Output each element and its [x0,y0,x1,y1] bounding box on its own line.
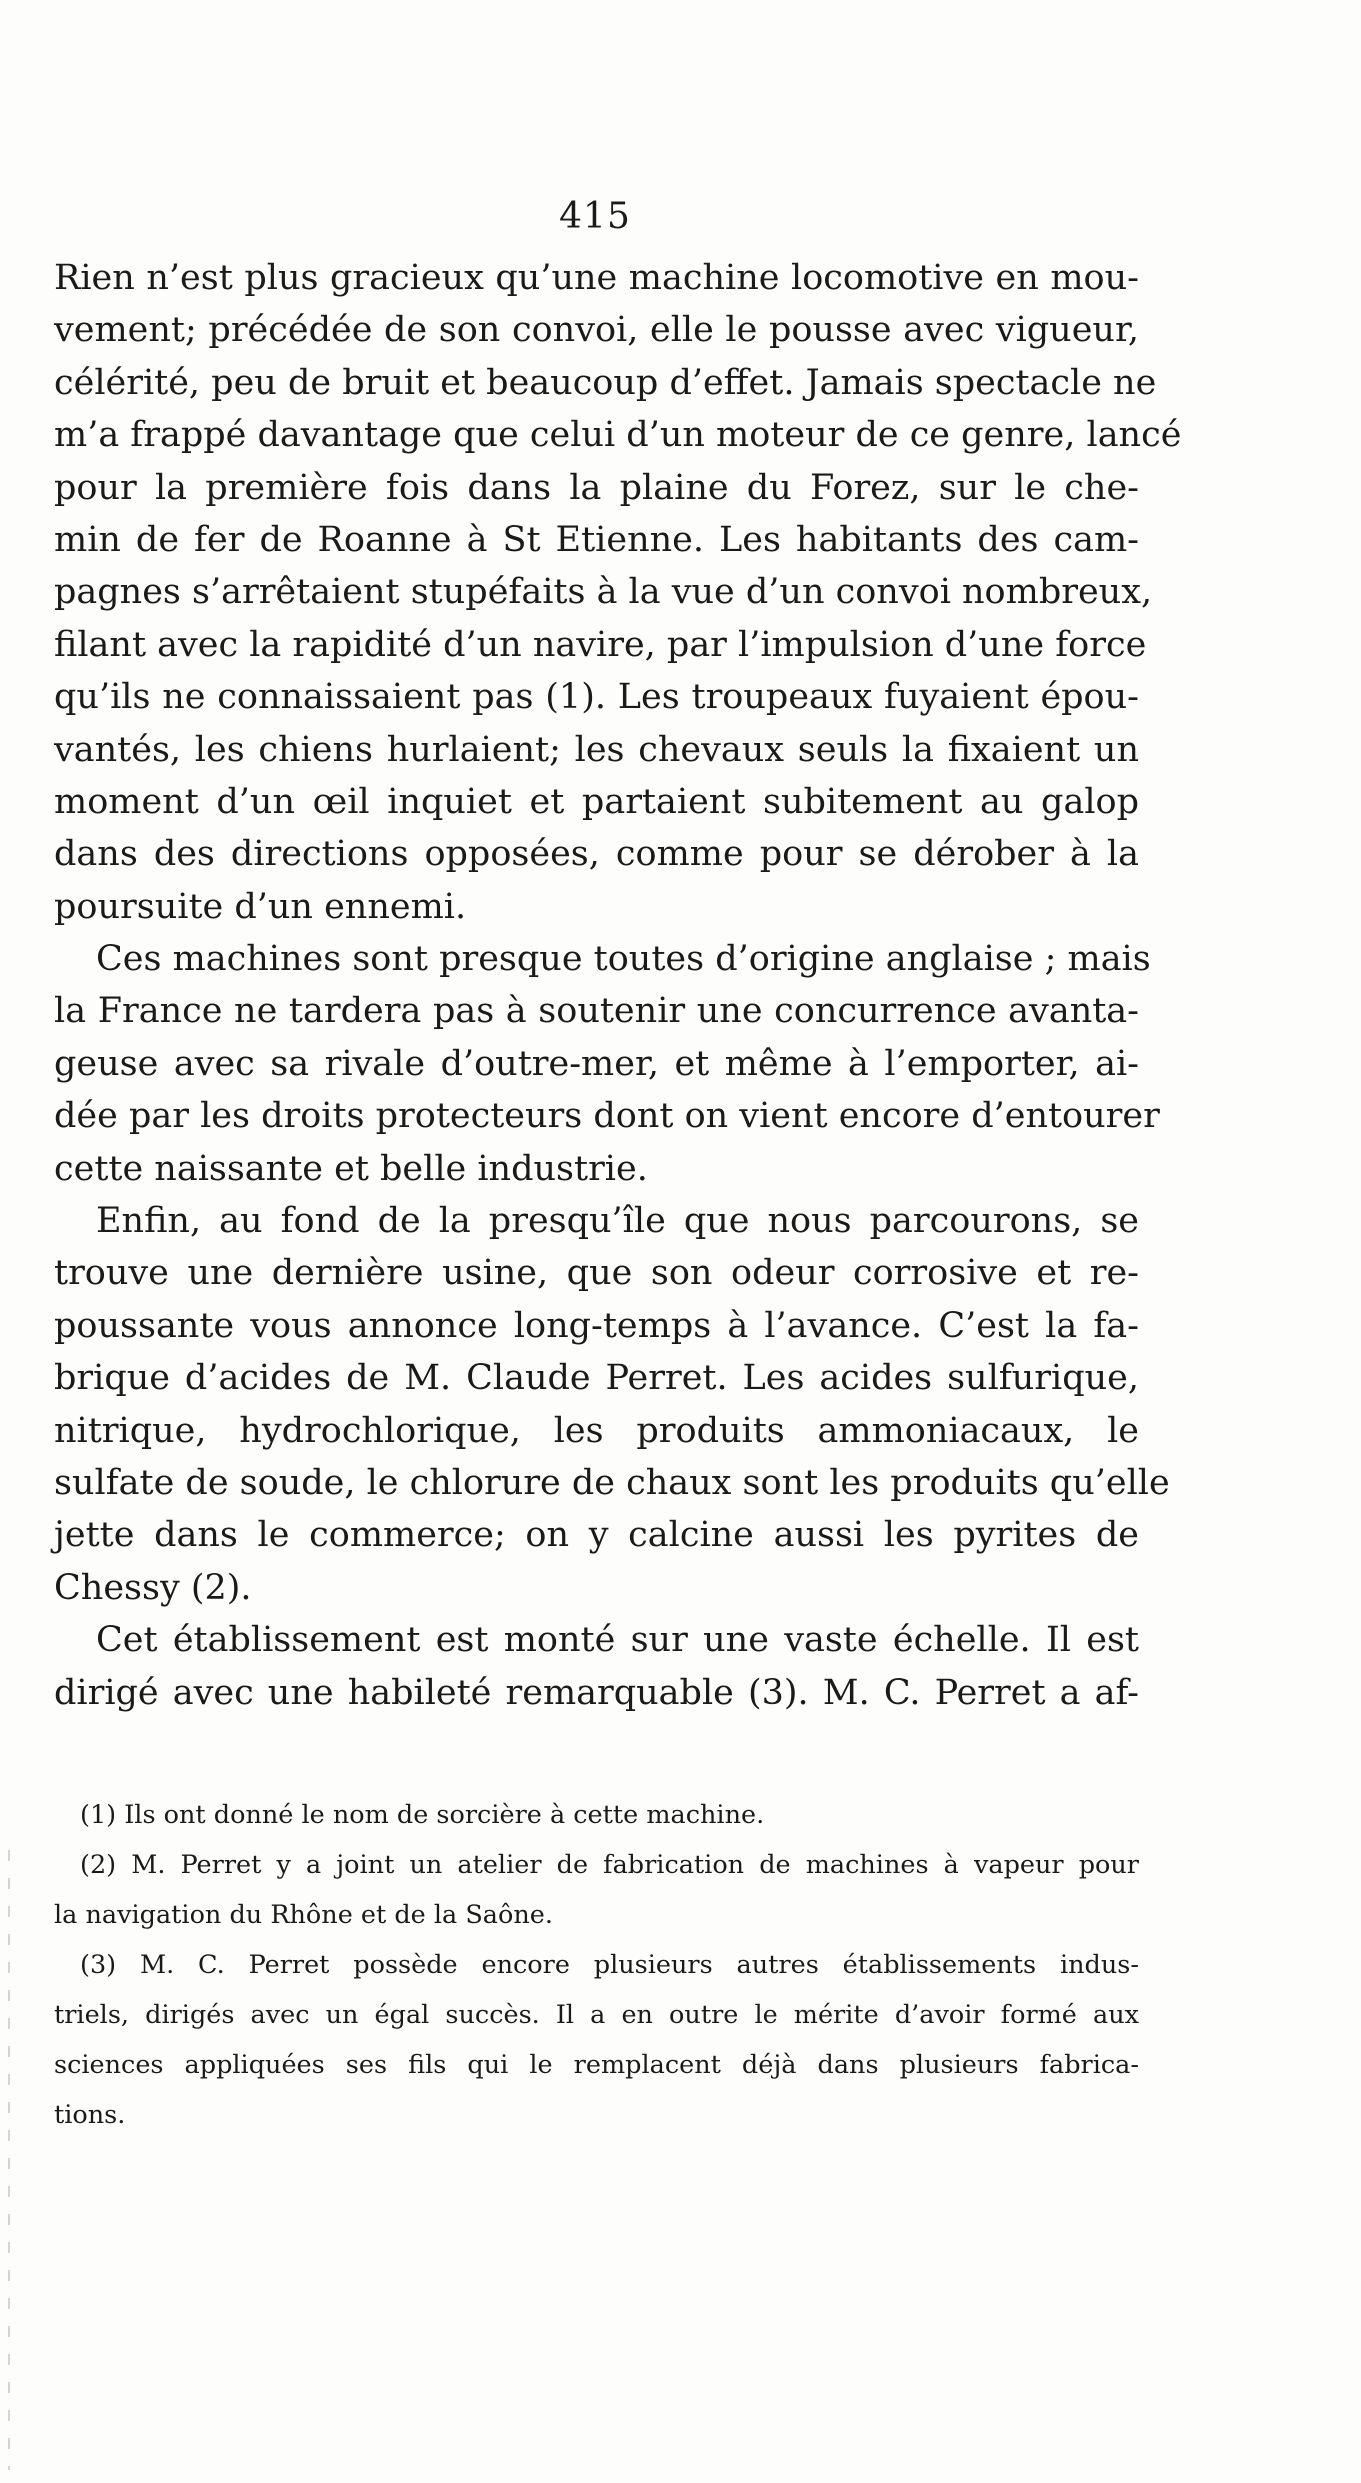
page-number: 415 [559,196,631,237]
text-line: Rien n’est plus gracieux qu’une machine locomotive en mou- [54,258,1139,298]
text-line: geuse avec sa rivale d’outre-mer, et même à l’emporter, ai- [54,1043,1139,1084]
text-line: qu’ils ne connaissaient pas (1). Les troupeaux fuyaient épou- [54,677,1139,718]
text-line: célérité, peu de bruit et beaucoup d’effet. Jamais spectacle ne [54,362,1157,403]
text-line: moment d’un œil inquiet et partaient subitement au galop [54,781,1139,822]
text-line: poursuite d’un ennemi. [54,886,467,927]
text-line: poussante vous annonce long-temps à l’avance. C’est la fa- [54,1305,1139,1346]
text-line: jette dans le commerce; on y calcine aussi les pyrites de [54,1515,1139,1556]
text-line: min de fer de Roanne à St Etienne. Les habitants des cam- [54,519,1139,560]
text-line: dée par les droits protecteurs dont on vient encore d’entourer [54,1096,1160,1137]
footnote-line: triels, dirigés avec un égal succès. Il a en outre le mérite d’avoir formé aux [54,2000,1139,2030]
body-text [54,252,1182,1719]
text-line: Chessy (2). [54,1567,252,1608]
text-line: pour la première fois dans la plaine du Forez, sur le che- [54,467,1139,508]
text-line: dirigé avec une habileté remarquable (3). M. C. Perret a af- [54,1672,1139,1713]
text-line: vantés, les chiens hurlaient; les chevaux seuls la fixaient un [54,729,1139,770]
text-line: trouve une dernière usine, que son odeur corrosive et re- [54,1253,1139,1294]
text-line: filant avec la rapidité d’un navire, par l’impulsion d’une force [54,624,1147,665]
footnote-line: (1) Ils ont donné le nom de sorcière à cette machine. [80,1800,765,1830]
text-line: Cet établissement est monté sur une vaste échelle. Il est [96,1620,1139,1661]
text-line: dans des directions opposées, comme pour se dérober à la [54,834,1139,875]
footnote-line: (2) M. Perret y a joint un atelier de fabrication de machines à vapeur pour [80,1850,1139,1880]
text-line: Enfin, au fond de la presqu’île que nous parcourons, se [96,1201,1139,1242]
text-line: la France ne tardera pas à soutenir une concurrence avanta- [54,991,1139,1032]
footnote-line: tions. [54,2100,126,2130]
text-line: cette naissante et belle industrie. [54,1148,648,1189]
text-line: nitrique, hydrochlorique, les produits ammoniacaux, le [54,1410,1139,1451]
footnote-line: (3) M. C. Perret possède encore plusieurs autres établissements indus- [80,1950,1139,1980]
text-line: Ces machines sont presque toutes d’origine anglaise ; mais [96,939,1151,980]
footnotes [54,1790,1139,2140]
text-line: vement; précédée de son convoi, elle le pousse avec vigueur, [54,310,1139,351]
binding-edge-marks [8,1850,10,2470]
text-line: pagnes s’arrêtaient stupéfaits à la vue d’un convoi nombreux, [54,572,1153,613]
text-line: sulfate de soude, le chlorure de chaux sont les produits qu’elle [54,1462,1170,1503]
text-line: m’a frappé davantage que celui d’un moteur de ce genre, lancé [54,415,1182,456]
footnote-line: sciences appliquées ses fils qui le remplacent déjà dans plusieurs fabrica- [54,2050,1139,2080]
text-line: brique d’acides de M. Claude Perret. Les acides sulfurique, [54,1358,1139,1399]
footnote-line: la navigation du Rhône et de la Saône. [54,1900,553,1930]
